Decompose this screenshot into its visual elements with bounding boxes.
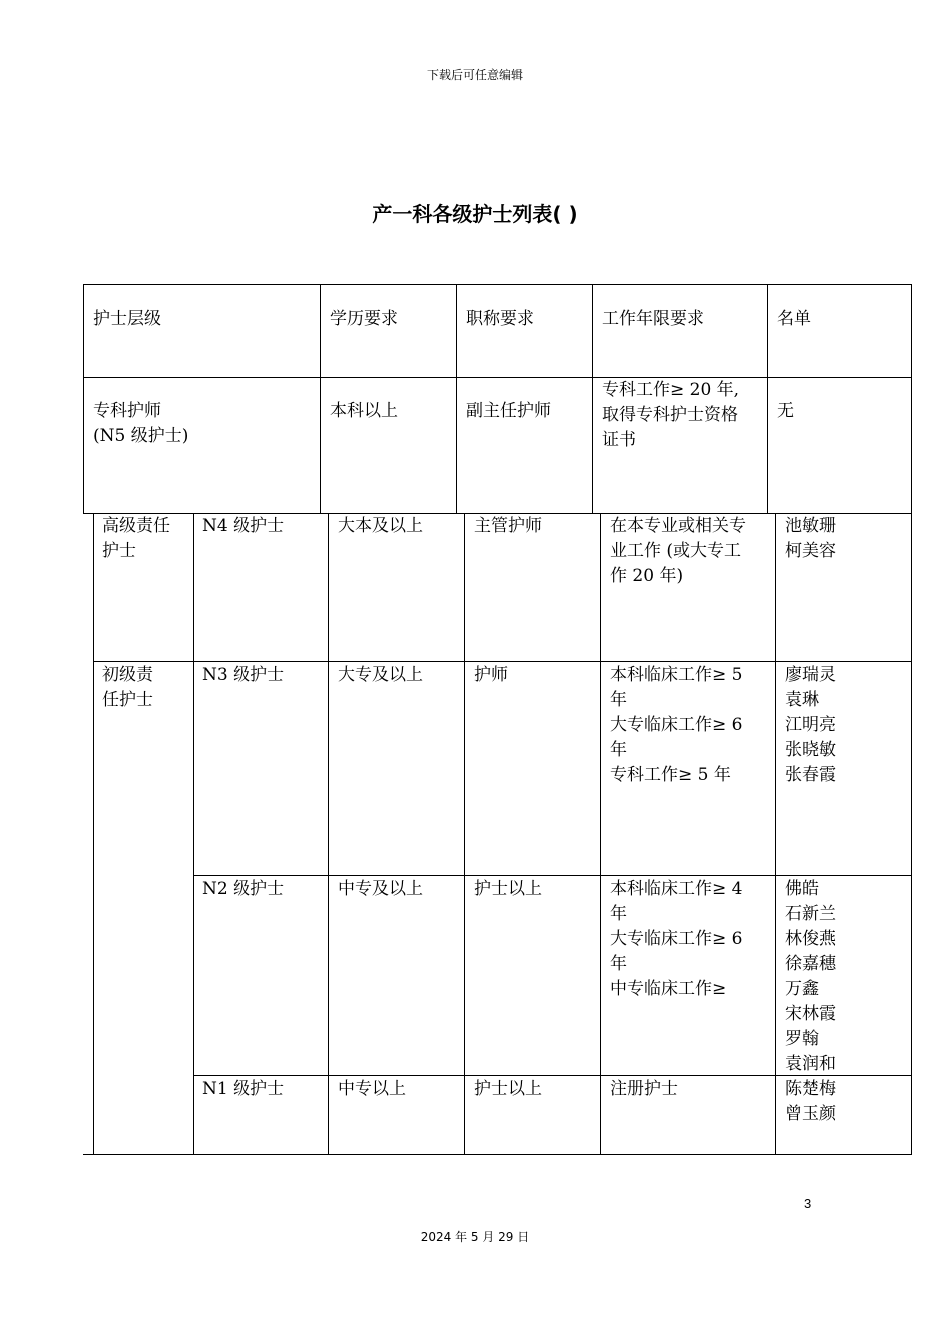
table-line xyxy=(320,284,321,513)
row-n4-level: N4 级护士 xyxy=(202,516,285,536)
table-line xyxy=(193,513,194,1155)
row-n1-level: N1 级护士 xyxy=(202,1079,285,1099)
row-n4-names: 池敏珊 柯美容 xyxy=(785,516,836,561)
table-line xyxy=(193,875,912,876)
row-senior-group: 高级责任 护士 xyxy=(102,516,170,561)
row-n1-names: 陈楚梅 曾玉颜 xyxy=(785,1079,836,1124)
row-n4-title: 主管护师 xyxy=(474,516,542,536)
row-n3-level: N3 级护士 xyxy=(202,665,285,685)
header-education: 学历要求 xyxy=(330,309,398,329)
row-n5-years: 专科工作≥ 20 年, 取得专科护士资格 证书 xyxy=(602,380,740,450)
row-n5-education: 本科以上 xyxy=(330,401,398,421)
table-line xyxy=(456,284,457,513)
header-professional-title: 职称要求 xyxy=(466,309,534,329)
table-line xyxy=(600,513,601,1155)
row-n2-education: 中专及以上 xyxy=(338,879,423,899)
row-n1-title: 护士以上 xyxy=(474,1079,542,1099)
row-n2-names: 佛皓 石新兰 林俊燕 徐嘉穗 万鑫 宋林霞 罗翰 袁润和 xyxy=(785,879,836,1074)
header-note: 下载后可任意编辑 xyxy=(426,68,523,82)
row-n3-names: 廖瑞灵 袁琳 江明亮 张晓敏 张春霞 xyxy=(785,665,836,785)
page-number: 3 xyxy=(804,1196,812,1211)
table-line xyxy=(592,284,593,513)
row-n4-years: 在本专业或相关专 业工作 (或大专工 作 20 年) xyxy=(610,516,746,586)
row-n3-years: 本科临床工作≥ 5 年 大专临床工作≥ 6 年 专科工作≥ 5 年 xyxy=(610,665,743,785)
table-line xyxy=(464,513,465,1155)
table-line xyxy=(93,661,912,662)
footer-date: 2024 年 5 月 29 日 xyxy=(420,1230,530,1244)
row-n5-level: 专科护师 (N5 级护士) xyxy=(93,401,189,446)
table-line xyxy=(775,513,776,1155)
header-work-years: 工作年限要求 xyxy=(602,309,704,329)
row-n2-level: N2 级护士 xyxy=(202,879,285,899)
row-n1-education: 中专以上 xyxy=(338,1079,406,1099)
row-n1-years: 注册护士 xyxy=(610,1079,678,1099)
row-n5-title: 副主任护师 xyxy=(466,401,551,421)
row-n2-years: 本科临床工作≥ 4 年 大专临床工作≥ 6 年 中专临床工作≥ xyxy=(610,879,743,999)
row-n2-title: 护士以上 xyxy=(474,879,542,899)
header-name-list: 名单 xyxy=(777,309,811,329)
row-junior-group: 初级责 任护士 xyxy=(102,665,153,710)
row-n5-names: 无 xyxy=(777,401,794,421)
row-n4-education: 大本及以上 xyxy=(338,516,423,536)
table-line xyxy=(83,377,912,378)
table-line xyxy=(83,284,84,513)
table-line xyxy=(93,513,94,1155)
row-n3-title: 护师 xyxy=(474,665,508,685)
row-n3-education: 大专及以上 xyxy=(338,665,423,685)
table-line xyxy=(328,513,329,1155)
header-nurse-level: 护士层级 xyxy=(93,309,161,329)
table-line xyxy=(767,284,768,513)
table-line xyxy=(911,284,912,1155)
table-line xyxy=(83,284,912,285)
table-line xyxy=(83,1154,912,1155)
page-title: 产一科各级护士列表( ) xyxy=(372,202,578,226)
